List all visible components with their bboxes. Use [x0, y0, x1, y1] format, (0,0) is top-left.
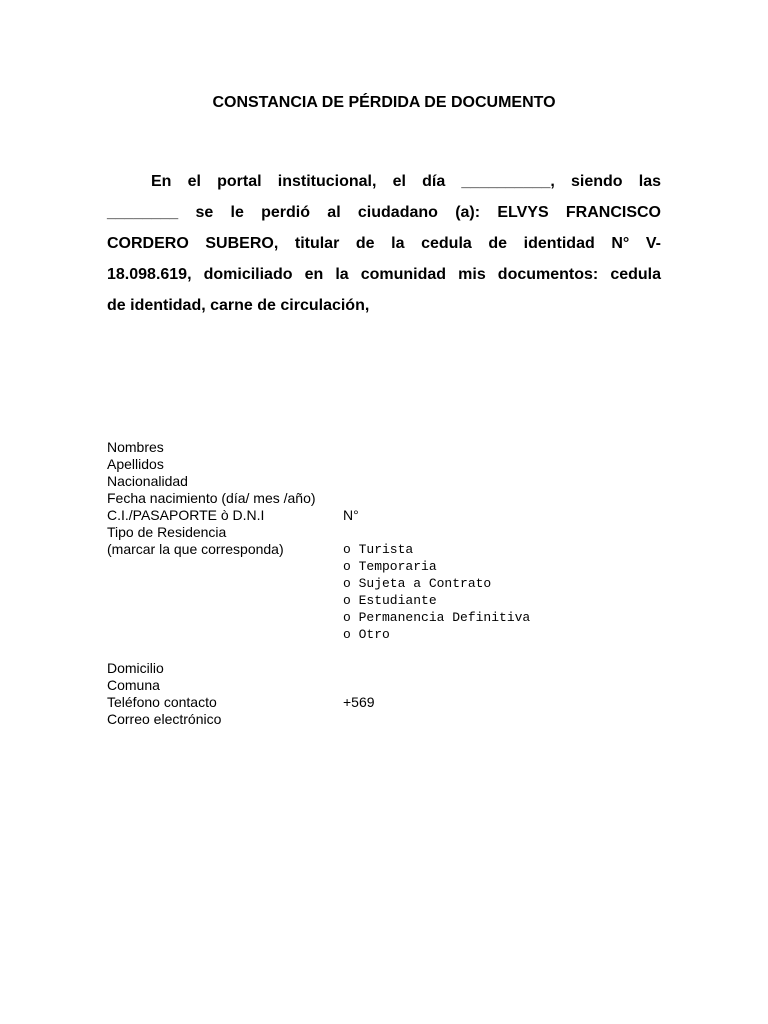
residence-option-estudiante: o Estudiante — [343, 593, 437, 608]
paragraph-line: CORDERO SUBERO, titular de la cedula de identidad N° V- — [107, 235, 661, 252]
field-label-tipo-residencia: Tipo de Residencia — [107, 524, 227, 540]
residence-option-temporaria: o Temporaria — [343, 559, 437, 574]
field-label-nacionalidad: Nacionalidad — [107, 473, 188, 489]
residence-option-otro: o Otro — [343, 627, 390, 642]
field-value-phone-prefix: +569 — [343, 694, 375, 710]
field-label-comuna: Comuna — [107, 677, 160, 693]
field-label-id-document: C.I./PASAPORTE ò D.N.I — [107, 507, 265, 523]
field-label-telefono: Teléfono contacto — [107, 694, 217, 710]
residence-option-sujeta-contrato: o Sujeta a Contrato — [343, 576, 492, 591]
document-title: CONSTANCIA DE PÉRDIDA DE DOCUMENTO — [212, 94, 556, 111]
residence-option-permanencia: o Permanencia Definitiva — [343, 610, 531, 625]
field-label-apellidos: Apellidos — [107, 456, 164, 472]
paragraph-line: de identidad, carne de circulación, — [107, 297, 370, 314]
body-paragraph — [107, 166, 661, 321]
field-label-fecha-nacimiento: Fecha nacimiento (día/ mes /año) — [107, 490, 316, 506]
field-label-domicilio: Domicilio — [107, 660, 164, 676]
paragraph-line: ________ se le perdió al ciudadano (a): ELVYS FRANCISCO — [107, 204, 661, 221]
field-label-correo: Correo electrónico — [107, 711, 222, 727]
field-label-nombres: Nombres — [107, 439, 164, 455]
paragraph-line: En el portal institucional, el día __________, siendo las — [151, 173, 661, 190]
paragraph-line: 18.098.619, domiciliado en la comunidad mis documentos: cedula — [107, 266, 661, 283]
field-label-instruction: (marcar la que corresponda) — [107, 541, 284, 557]
field-value-id-number: N° — [343, 507, 359, 523]
residence-option-turista: o Turista — [343, 542, 414, 557]
